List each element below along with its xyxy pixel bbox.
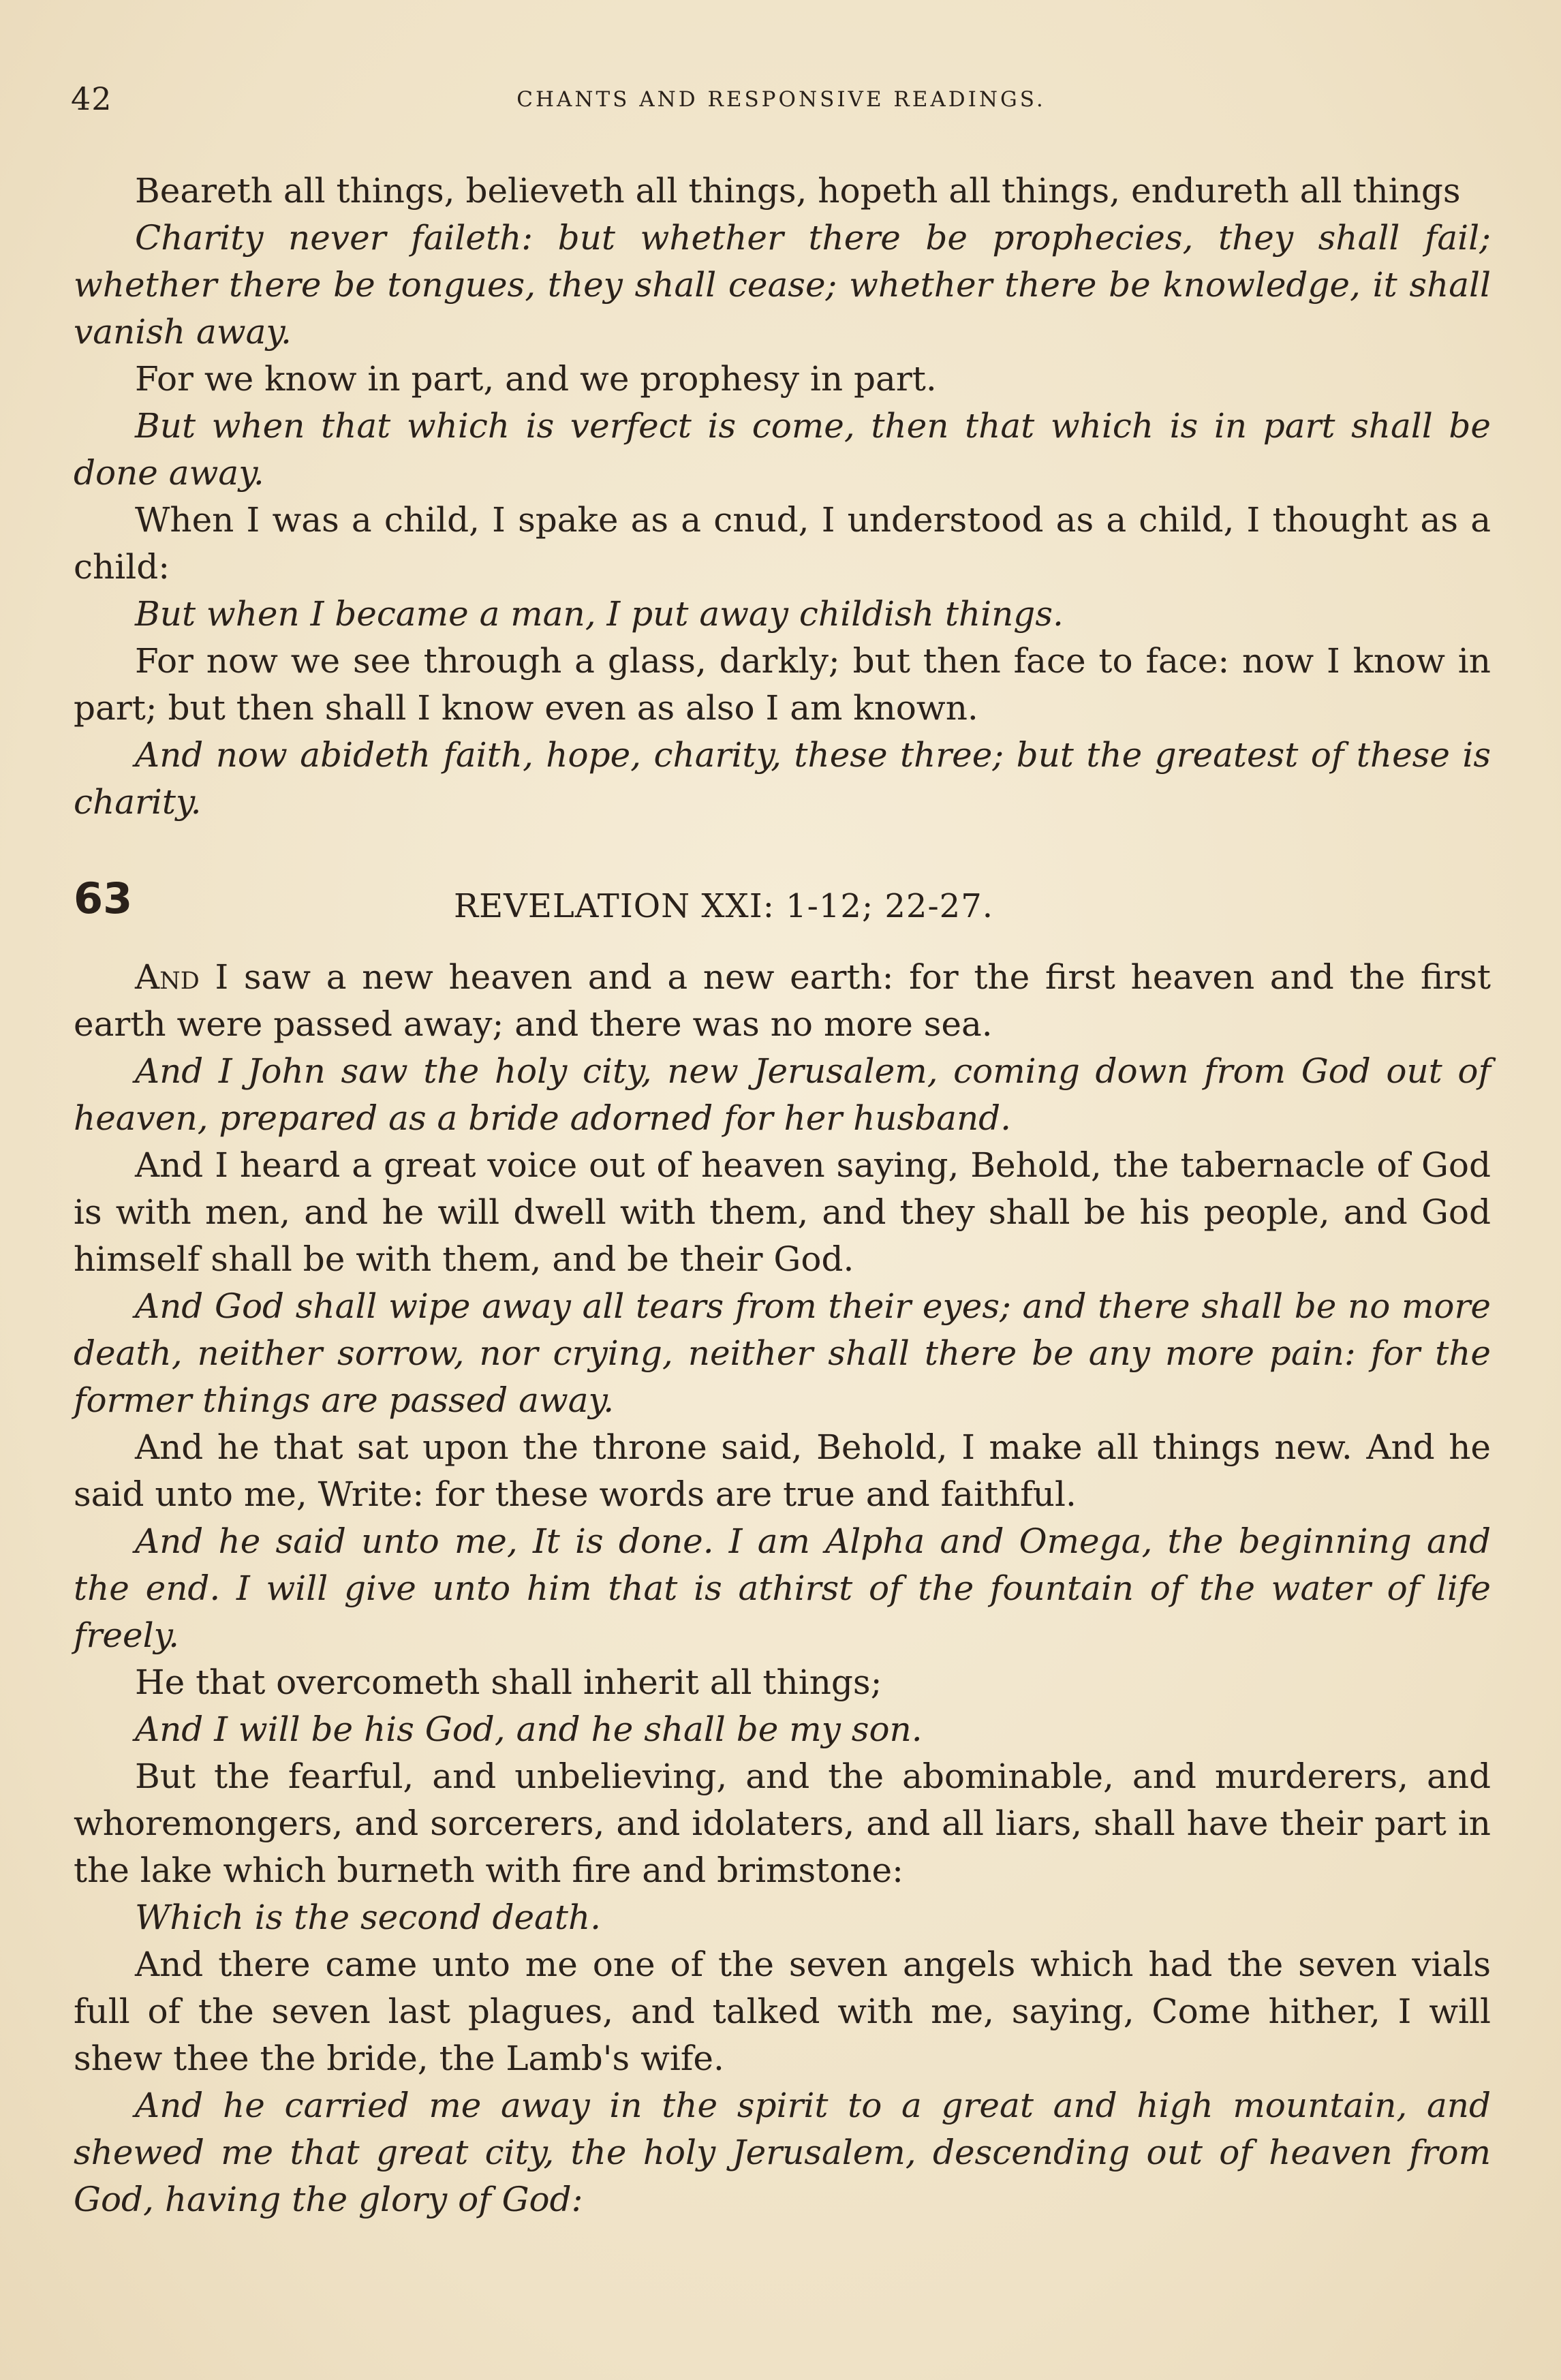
running-head-title: CHANTS AND RESPONSIVE READINGS. bbox=[516, 87, 1046, 112]
section-paragraphs bbox=[74, 1048, 1491, 2223]
verse-paragraph: And I heard a great voice out of heaven saying, Behold, the tabernacle of God is with men, and he will dwell with them, and they shall be his people, and God himself shall be with them, and be their God. bbox=[74, 1145, 1491, 1279]
response-paragraph: And now abideth faith, hope, charity, these three; but the greatest of these is charity. bbox=[74, 735, 1491, 822]
continuation-reading bbox=[74, 168, 1491, 826]
section-title: REVELATION XXI: 1-12; 22-27. bbox=[454, 887, 994, 925]
verse-paragraph bbox=[74, 954, 1491, 1048]
verse-paragraph: For now we see through a glass, darkly; but then face to face: now I know in part; but then shall I know even as also I am known. bbox=[74, 641, 1491, 728]
page-number: 42 bbox=[71, 80, 112, 117]
verse-paragraph: He that overcometh shall inherit all things; bbox=[135, 1663, 882, 1702]
response-paragraph: And God shall wipe away all tears from their eyes; and there shall be no more death, neither sorrow, nor crying, neither shall there be any more pain: for the former things are passed away. bbox=[74, 1286, 1491, 1420]
verse-paragraph: But the fearful, and unbelieving, and the abominable, and murderers, and whoremongers, and sorcerers, and idolaters, and all liars, shall have their part in the lake which burneth with fire and brimstone: bbox=[74, 1757, 1491, 1890]
response-paragraph: And he said unto me, It is done. I am Alpha and Omega, the beginning and the end. I will give unto him that is athirst of the fountain of the water of life freely. bbox=[74, 1521, 1491, 1655]
response-paragraph: And he carried me away in the spirit to a great and high mountain, and shewed me that great city, the holy Jerusalem, descending out of heaven from God, having the glory of God: bbox=[74, 2086, 1491, 2219]
running-head bbox=[71, 80, 1492, 121]
response-paragraph: And I John saw the holy city, new Jerusalem, coming down from God out of heaven, prepared as a bride adorned for her husband. bbox=[74, 1051, 1491, 1138]
response-paragraph: Which is the second death. bbox=[135, 1898, 602, 1937]
lead-text: I saw a new heaven and a new earth: for the first heaven and the first earth were passed away; and there was no more sea. bbox=[74, 957, 1491, 1044]
verse-paragraph: Beareth all things, believeth all things, hopeth all things, endureth all things bbox=[135, 171, 1461, 211]
verse-paragraph: When I was a child, I spake as a cnud, I understood as a child, I thought as a child: bbox=[74, 500, 1491, 587]
section-number: 63 bbox=[74, 874, 133, 923]
section-heading bbox=[74, 869, 1491, 944]
verse-paragraph: For we know in part, and we prophesy in part. bbox=[135, 359, 937, 399]
page-body bbox=[74, 168, 1491, 2223]
lead-word: And bbox=[135, 957, 200, 997]
response-paragraph: But when that which is verfect is come, then that which is in part shall be done away. bbox=[74, 406, 1491, 493]
verse-paragraph: And he that sat upon the throne said, Behold, I make all things new. And he said unto me, Write: for these words are true and faithful. bbox=[74, 1427, 1491, 1514]
response-paragraph: But when I became a man, I put away childish things. bbox=[135, 594, 1064, 634]
response-paragraph: And I will be his God, and he shall be my son. bbox=[135, 1710, 923, 1749]
response-paragraph: Charity never faileth: but whether there be prophecies, they shall fail; whether there be tongues, they shall cease; whether there be knowledge, it shall vanish away. bbox=[74, 218, 1491, 352]
verse-paragraph: And there came unto me one of the seven angels which had the seven vials full of the seven last plagues, and talked with me, saying, Come hither, I will shew thee the bride, the Lamb's wife. bbox=[74, 1945, 1491, 2078]
